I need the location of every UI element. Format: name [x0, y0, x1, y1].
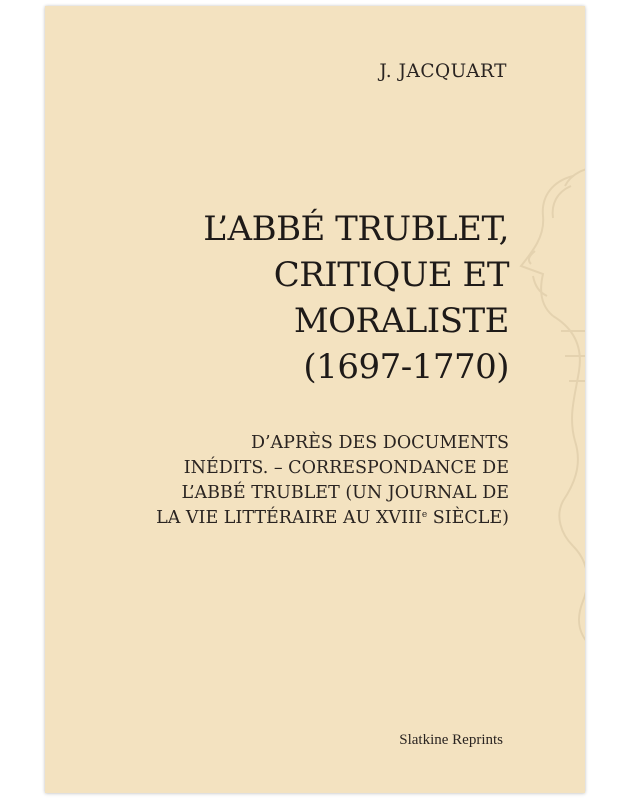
subtitle-line: L’ABBÉ TRUBLET (UN JOURNAL DE — [181, 483, 509, 503]
pharaoh-profile-icon — [513, 156, 585, 656]
book-cover — [45, 6, 585, 793]
title-line: CRITIQUE ET — [273, 255, 509, 295]
title-line: L’ABBÉ TRUBLET, — [203, 209, 509, 249]
subtitle-line-text: SIÈCLE) — [427, 508, 509, 528]
century-superscript: e — [421, 510, 428, 520]
title-line: MORALISTE — [293, 301, 509, 341]
subtitle-line: D’APRÈS DES DOCUMENTS — [250, 433, 509, 453]
title-dates: (1697-1770) — [303, 347, 509, 387]
subtitle-line — [156, 506, 509, 531]
subtitle-line: INÉDITS. – CORRESPONDANCE DE — [183, 458, 509, 478]
book-subtitle — [156, 431, 509, 531]
subtitle-line-text: LA VIE LITTÉRAIRE AU XVIII — [156, 508, 422, 528]
publisher-name: Slatkine Reprints — [399, 732, 503, 748]
author-name: J. JACQUART — [379, 61, 507, 82]
book-title — [203, 206, 509, 390]
